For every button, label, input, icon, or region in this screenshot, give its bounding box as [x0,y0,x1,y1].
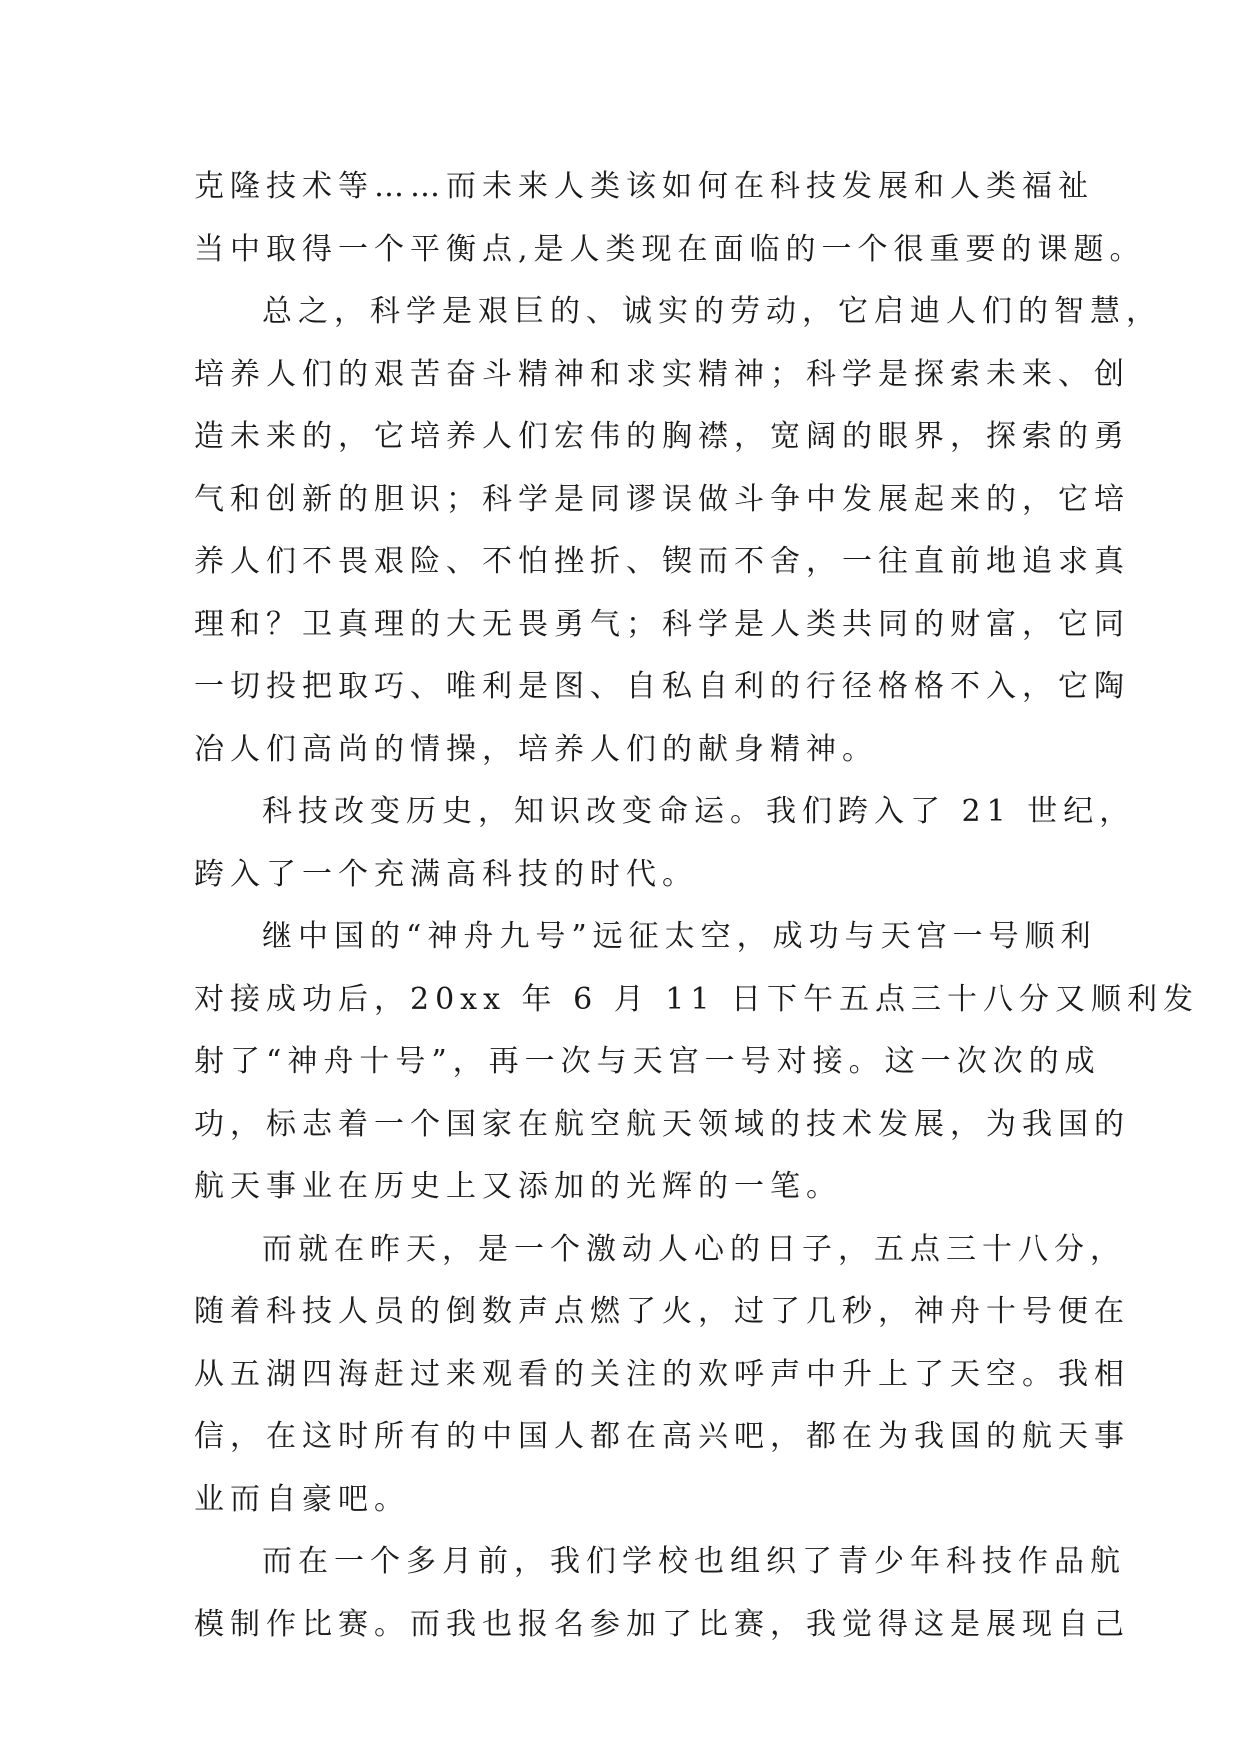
text-line: 对接成功后，20xx 年 6 月 11 日下午五点三十八分又顺利发 [194,981,1199,1017]
text-line: 造未来的，它培养人们宏伟的胸襟，宽阔的眼界，探索的勇 [194,419,1130,454]
text-line: 当中取得一个平衡点,是人类现在面临的一个很重要的课题。 [194,231,1146,267]
paragraph-start-line: 而在一个多月前，我们学校也组织了青少年科技作品航 [262,1544,1126,1579]
text-line: 气和创新的胆识；科学是同谬误做斗争中发展起来的，它培 [194,481,1130,517]
text-line: 业而自豪吧。 [194,1481,410,1517]
paragraph-start-line: 总之，科学是艰巨的、诚实的劳动，它启迪人们的智慧， [262,294,1162,329]
text-line: 培养人们的艰苦奋斗精神和求实精神；科学是探索未来、创 [194,356,1130,392]
document-body [194,156,1199,1656]
text-line: 功，标志着一个国家在航空航天领域的技术发展，为我国的 [194,1106,1130,1142]
paragraph-start-line: 科技改变历史，知识改变命运。我们跨入了 21 世纪， [262,794,1136,829]
text-line: 模制作比赛。而我也报名参加了比赛，我觉得这是展现自己 [194,1606,1130,1642]
text-line: 随着科技人员的倒数声点燃了火，过了几秒，神舟十号便在 [194,1294,1130,1329]
text-line: 航天事业在历史上又添加的光辉的一笔。 [194,1169,842,1204]
paragraph-start-line: 继中国的“神舟九号”远征太空，成功与天宫一号顺利 [262,919,1097,954]
text-line: 一切投把取巧、唯利是图、自私自利的行径格格不入，它陶 [194,669,1130,704]
paragraph-start-line: 而就在昨天，是一个激动人心的日子，五点三十八分， [262,1231,1126,1267]
text-line: 养人们不畏艰险、不怕挫折、锲而不舍，一往直前地追求真 [194,544,1130,579]
text-line: 射了“神舟十号”，再一次与天宫一号对接。这一次次的成 [194,1044,1101,1079]
text-line: 冶人们高尚的情操，培养人们的献身精神。 [194,731,878,767]
text-line: 从五湖四海赶过来观看的关注的欢呼声中升上了天空。我相 [194,1356,1130,1392]
text-line: 信，在这时所有的中国人都在高兴吧，都在为我国的航天事 [194,1419,1130,1454]
text-line: 跨入了一个充满高科技的时代。 [194,856,698,892]
text-line: 克隆技术等……而未来人类该如何在科技发展和人类福祉 [194,169,1094,204]
text-line: 理和？卫真理的大无畏勇气；科学是人类共同的财富，它同 [194,606,1130,642]
